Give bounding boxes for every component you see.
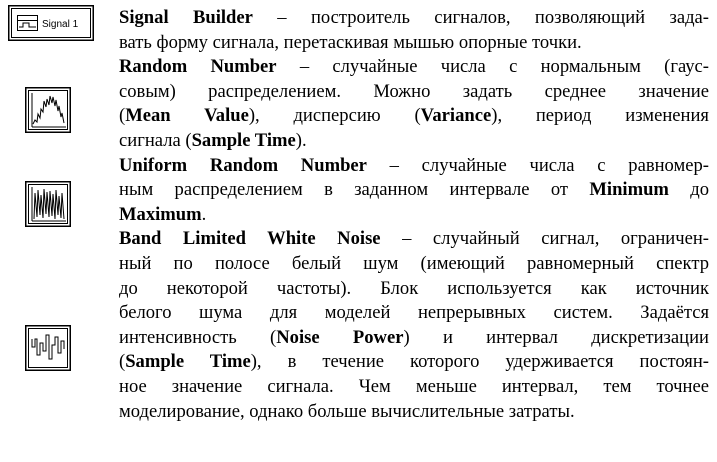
text-run: ), период изменения [491, 105, 709, 127]
description-line [119, 252, 709, 277]
term-bold: Signal Builder [119, 7, 253, 28]
description-line [119, 6, 709, 31]
description-line [119, 350, 709, 375]
text-run: до некоторой частоты). Блок используется как источник [119, 277, 709, 299]
description-line [119, 301, 709, 326]
description-line [119, 400, 709, 425]
description-line [119, 227, 709, 252]
description-line [119, 31, 709, 56]
text-run: интенсивность ( [119, 326, 277, 348]
term-bold: Minimum [589, 179, 669, 201]
text-run: вать форму сигнала, перетаскивая мышью опорные точки. [119, 31, 582, 53]
term-bold: Uniform Random Number [119, 154, 367, 176]
text-run: ный по полосе белый шум (имеющий равномерный спектр [119, 252, 709, 274]
description-line [119, 178, 709, 203]
description-line [119, 326, 709, 351]
text-run: ) и интервал дискретизации [403, 326, 709, 348]
description-line [119, 55, 709, 80]
description-line [119, 203, 709, 228]
description-signal-builder [119, 6, 709, 55]
signal-builder-icon-label: Signal 1 [42, 19, 79, 30]
band-limited-white-noise-icon [25, 325, 71, 371]
term-bold: Noise Power [276, 326, 404, 348]
description-line [119, 277, 709, 302]
description-band-limited-white-noise [119, 227, 709, 424]
text-run: ное значение сигнала. Чем меньше интервал, тем точнее [119, 375, 709, 397]
block-descriptions [119, 6, 709, 424]
text-run: – построитель сигналов, позволяющий зада- [252, 7, 709, 28]
term-bold: Band Limited White Noise [119, 228, 381, 250]
text-run: – случайные числа с равномер- [366, 154, 709, 176]
description-uniform-random-number [119, 154, 709, 228]
description-random-number [119, 55, 709, 153]
text-run: ным распределением в заданном интервале от [119, 179, 590, 201]
text-run: – случайные числа с нормальным (гаус- [276, 56, 709, 78]
text-run: ), в течение которого удерживается постоян- [250, 351, 709, 373]
term-bold: Random Number [119, 56, 277, 78]
text-run: ), дисперсию ( [248, 105, 421, 127]
icon-column [0, 0, 110, 462]
signal-builder-icon [8, 5, 94, 41]
term-bold: Sample Time [191, 129, 296, 151]
text-run: ( [119, 351, 126, 373]
description-line [119, 104, 709, 129]
description-line [119, 154, 709, 179]
term-bold: Variance [420, 105, 492, 127]
term-bold: Mean Value [125, 105, 249, 127]
text-run: – случайный сигнал, ограничен- [380, 228, 709, 250]
term-bold: Maximum [119, 203, 202, 225]
description-line [119, 129, 709, 154]
term-bold: Sample Time [125, 351, 251, 373]
description-line [119, 80, 709, 105]
text-run: моделирование, однако больше вычислительные затраты. [119, 400, 575, 422]
description-line [119, 375, 709, 400]
text-run: . [201, 203, 207, 225]
text-run: белого шума для моделей непрерывных систем. Задаётся [119, 302, 709, 324]
text-run: до [668, 179, 709, 201]
random-number-icon [25, 87, 71, 133]
uniform-random-number-icon [25, 181, 71, 227]
text-run: ). [295, 129, 307, 151]
text-run: ( [119, 105, 126, 127]
text-run: сигнала ( [119, 129, 192, 151]
text-run: совым) распределением. Можно задать среднее значение [119, 80, 709, 102]
